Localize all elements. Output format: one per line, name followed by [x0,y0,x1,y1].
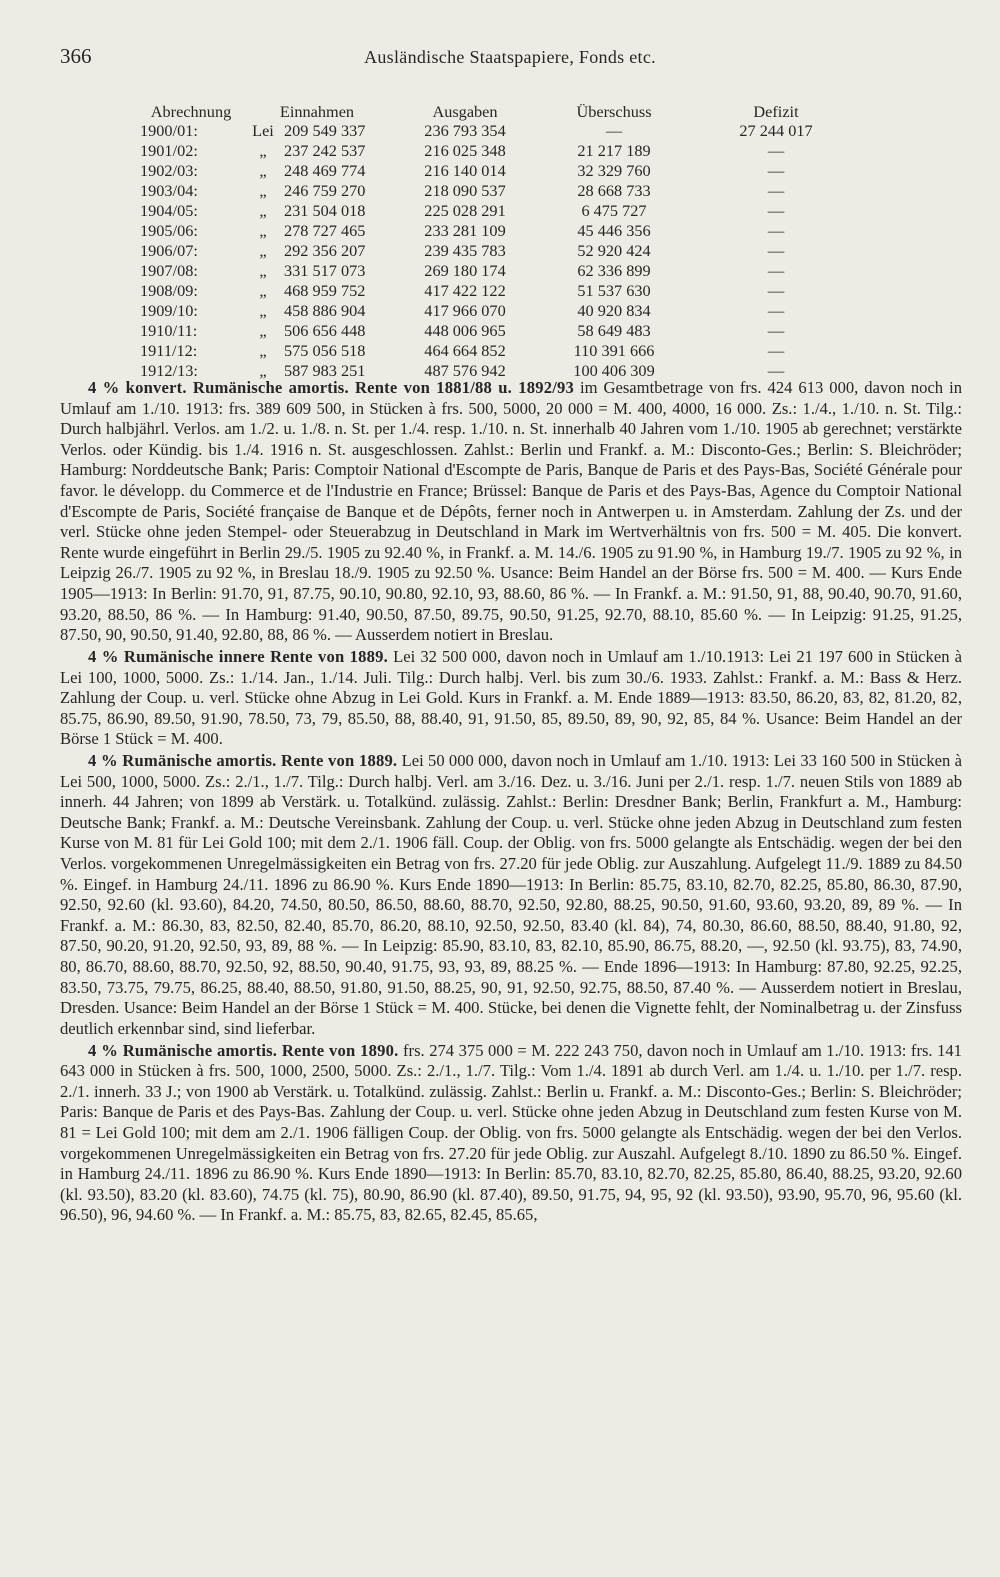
income-cell [242,141,392,161]
surplus-cell: 100 406 309 [573,361,655,380]
deficit-cell: — [767,261,785,280]
income-cell [242,201,392,221]
currency-prefix: „ [259,161,267,180]
income-value: 506 656 448 [284,321,366,340]
table-row [140,181,862,201]
surplus-cell: — [605,121,623,140]
expenses-cell: 218 090 537 [424,181,506,200]
table-row [140,221,862,241]
expenses-cell: 225 028 291 [424,201,506,220]
table-row [140,341,862,361]
paragraph [60,1041,962,1226]
paragraph-text: Lei 50 000 000, davon noch in Umlauf am 1./10. 1913: Lei 33 160 500 in Stücken à Lei 500, 1000, 5000. Zs.: 2./1., 1./7. Tilg.: Durch halbj. Verl. am 3./16. Dez. u. 3./16. Juni per 2./1. resp. 1./7. neuen Stils von 1889 ab innerh. 44 Jahren; von 1899 ab Verstärk. u. Totalkünd. zulässig. Zahlst.: Berlin: Dresdner Bank; Berlin, Frankfurt a. M., Hamburg: Deutsche Bank; Frankf. a. M.: Deutsche Vereinsbank. Zahlung der Coup. u. verl. Stücke ohne jeden Abzug in Deutschland zum festen Kurse von M. 81 für Lei Gold 100; mit dem 2./1. 1906 fäll. Coup. der Oblig. von frs. 5000 gelangte als Entschädig. wegen der bei den Verlos. vorgekommenen Unregelmässigkeiten ein Betrag von frs. 27.20 für jede Oblig. zur Auszahlung. Aufgelegt 11./9. 1889 zu 84.50 %. Eingef. in Hamburg 24./11. 1896 zu 86.90 %. Kurs Ende 1890—1913: In Berlin: 85.75, 83.10, 82.70, 82.25, 85.80, 86.30, 87.90, 92.50, 92.60 (kl. 93.60), 84.20, 74.50, 80.50, 86.50, 88.60, 88.70, 92.50, 92.80, 88.25, 90.50, 91.60, 93.60, 93.20, 89, 89 %. — In Frankf. a. M.: 86.30, 83, 82.50, 82.40, 85.70, 86.20, 88.10, 92.50, 92.50, 83.40 (kl. 84), 74, 80.30, 86.60, 88.50, 88.40, 91.80, 92, 87.50, 90.20, 91.20, 92.50, 93, 89, 88 %. — In Leipzig: 85.90, 83.10, 83, 82.10, 85.90, 86.75, 88.20, —, 92.50 (kl. 93.75), 83, 74.90, 80, 86.70, 88.60, 88.70, 92.50, 92, 88.50, 90.40, 91.75, 93, 93, 89, 88.25 %. — Ende 1896—1913: In Hamburg: 87.80, 92.25, 92.25, 83.50, 73.75, 79.75, 86.25, 88.40, 88.50, 91.80, 91.50, 88.25, 90, 91, 92.50, 92.75, 88.50, 87.40 %. — Ausserdem notiert in Breslau, Dresden. Usance: Beim Handel an der Börse 1 Stück = M. 400. Stücke, bei denen die Vignette fehlt, der Nominalbetrag u. der Zinsfuss deutlich erkennbar sind, sind lieferbar. [60,751,962,1038]
income-value: 209 549 337 [284,121,366,140]
page-number: 366 [60,44,92,68]
deficit-cell: — [767,321,785,340]
income-value: 458 886 904 [284,301,366,320]
year-cell: 1904/05: [140,201,198,220]
income-value: 587 983 251 [284,361,366,380]
income-value: 248 469 774 [284,161,366,180]
surplus-cell: 110 391 666 [573,341,655,360]
year-cell: 1901/02: [140,141,198,160]
paragraph [60,378,962,646]
paragraph-text: Lei 32 500 000, davon noch in Umlauf am 1./10.1913: Lei 21 197 600 in Stücken à Lei 100, 1000, 5000. Zs.: 1./14. Jan., 1./14. Juli. Tilg.: Durch halbj. Verl. bis zum 30./6. 1933. Zahlst.: Frankf. a. M.: Bass & Herz. Zahlung der Coup. u. verl. Stücke ohne Abzug in Lei Gold. Kurs in Frankf. a. M. Ende 1889—1913: 83.50, 86.20, 83, 82, 81.20, 82, 85.75, 86.90, 89.50, 91.90, 78.50, 73, 79, 85.50, 88, 88.40, 91, 91.50, 85, 89.50, 89, 90, 92, 85, 84 %. Usance: Beim Handel an der Börse 1 Stück = M. 400. [60,646,962,749]
surplus-cell: 28 668 733 [577,181,651,200]
year-cell: 1909/10: [140,301,198,320]
income-value: 231 504 018 [284,201,366,220]
year-cell: 1911/12: [140,341,198,360]
year-cell: 1903/04: [140,181,198,200]
col-header: Überschuss [576,102,652,121]
deficit-cell: — [767,141,785,160]
paragraph [60,647,962,750]
paragraph-heading: 4 % Rumänische amortis. Rente von 1889. [88,751,398,771]
surplus-cell: 45 446 356 [577,221,651,240]
income-value: 237 242 537 [284,141,366,160]
table-row [140,301,862,321]
income-cell [242,181,392,201]
currency-prefix: „ [259,201,267,220]
surplus-cell: 58 649 483 [577,321,651,340]
year-cell: 1902/03: [140,161,198,180]
income-cell [242,241,392,261]
deficit-cell: — [767,281,785,300]
income-cell [242,161,392,181]
income-cell [242,341,392,361]
table-row [140,201,862,221]
expenses-cell: 448 006 965 [424,321,506,340]
body-text [60,378,962,1227]
income-cell [242,121,392,141]
currency-prefix: „ [259,221,267,240]
table-row [140,141,862,161]
paragraph-heading: 4 % Rumänische amortis. Rente von 1890. [88,1040,399,1060]
income-value: 292 356 207 [284,241,366,260]
year-cell: 1906/07: [140,241,198,260]
deficit-cell: — [767,301,785,320]
deficit-cell: — [767,361,785,380]
income-value: 246 759 270 [284,181,366,200]
surplus-cell: 51 537 630 [577,281,651,300]
income-cell [242,281,392,301]
currency-prefix: „ [259,301,267,320]
income-cell [242,221,392,241]
deficit-cell: — [767,221,785,240]
year-cell: 1907/08: [140,261,198,280]
year-cell: 1900/01: [140,121,198,140]
col-header: Einnahmen [279,102,355,121]
table-row [140,281,862,301]
expenses-cell: 269 180 174 [424,261,506,280]
paragraph-heading: 4 % konvert. Rumänische amortis. Rente von 1881/88 u. 1892/93 [88,378,574,397]
currency-prefix: „ [259,241,267,260]
paragraph-heading: 4 % Rumänische innere Rente von 1889. [88,646,389,666]
col-header: Ausgaben [432,102,498,121]
income-cell [242,301,392,321]
deficit-cell: — [767,161,785,180]
year-cell: 1908/09: [140,281,198,300]
table-row [140,241,862,261]
income-value: 278 727 465 [284,221,366,240]
currency-prefix: Lei [252,121,274,140]
currency-prefix: „ [259,261,267,280]
table-row [140,121,862,141]
expenses-cell: 417 966 070 [424,301,506,320]
deficit-cell: — [767,181,785,200]
currency-prefix: „ [259,281,267,300]
expenses-cell: 464 664 852 [424,341,506,360]
currency-prefix: „ [259,361,267,380]
expenses-cell: 216 140 014 [424,161,506,180]
surplus-cell: 21 217 189 [577,141,651,160]
table-row [140,161,862,181]
paragraph-text: frs. 274 375 000 = M. 222 243 750, davon noch in Umlauf am 1./10. 1913: frs. 141 643 000 in Stücken à frs. 500, 1000, 2500, 5000. Zs.: 2./1., 1./7. Tilg.: Vom 1./4. 1891 ab durch Verl. am 1./4. u. 1./10. per 1./7. resp. 2./1. innerh. 33 J.; von 1900 ab Verstärk. u. Totalkünd. zulässig. Zahlst.: Berlin u. Frankf. a. M.: Disconto-Ges.; Berlin: S. Bleichröder; Paris: Banque de Paris et des Pays-Bas. Zahlung der Coup. u. verl. Stücke ohne jeden Abzug in Deutschland zum festen Kurse von M. 81 = Lei Gold 100; mit dem am 2./1. 1906 fälligen Coup. der Oblig. von frs. 5000 gelangte als Entschädig. wegen der bei den Verlos. vorgekommenen Unregelmässigkeiten ein Betrag von frs. 27.20 für jede Oblig. zur Auszahl. Aufgelegt 8./10. 1890 zu 86.50 %. Eingef. in Hamburg 24./11. 1896 zu 86.90 %. Kurs Ende 1890—1913: In Berlin: 85.70, 83.10, 82.70, 82.25, 85.80, 86.40, 88.25, 93.20, 92.60 (kl. 93.50), 83.20 (kl. 83.60), 74.75 (kl. 75), 80.90, 86.90 (kl. 87.40), 89.50, 91.75, 94, 95, 92 (kl. 93.50), 93.90, 95.70, 96, 95.60 (kl. 96.50), 96, 94.60 %. — In Frankf. a. M.: 85.75, 83, 82.65, 82.45, 85.65, [60,1040,962,1225]
paragraph-text: im Gesamtbetrage von frs. 424 613 000, davon noch in Umlauf am 1./10. 1913: frs. 389 609 500, in Stücken à frs. 500, 5000, 20 000 = M. 400, 4000, 16 000. Zs.: 1./4., 1./10. n. St. Tilg.: Durch halbjährl. Verlos. am 1./2. u. 1./8. n. St. per 1./4. resp. 1./10. n. St. innerhalb 40 Jahren vom 1./10. 1905 ab gerechnet; verstärkte Verlos. oder Kündig. bis 1./4. 1916 n. St. ausgeschlossen. Zahlst.: Berlin und Frankf. a. M.: Disconto-Ges.; Berlin: S. Bleichröder; Hamburg: Norddeutsche Bank; Paris: Comptoir National d'Escompte de Paris, Banque de Paris et des Pays-Bas, Société Générale pour favor. le développ. du Commerce et de l'Industrie en France; Brüssel: Banque de Paris et des Pays-Bas, Agence du Comptoir National d'Escompte de Paris, Société française de Banque et de Dépôts, ferner noch in Antwerpen u. in Amsterdam. Zahlung der Zs. und der verl. Stücke ohne jeden Stempel- oder Steuerabzug in Deutschland in Mark im Wertverhältnis von frs. 500 = M. 405. Die konvert. Rente wurde eingeführt in Berlin 29./5. 1905 zu 92.40 %, in Frankf. a. M. 14./6. 1905 zu 91.90 %, in Hamburg 19./7. 1905 zu 92 %, in Leipzig 26./7. 1905 zu 92 %, in Breslau 18./9. 1905 zu 92.50 %. Usance: Beim Handel an der Börse frs. 500 = M. 400. — Kurs Ende 1905—1913: In Berlin: 91.70, 91, 87.75, 90.10, 90.80, 92.10, 93, 88.60, 86 %. — In Frankf. a. M.: 91.50, 91, 88, 90.40, 90.70, 91.60, 93.20, 88.50, 86 %. — In Hamburg: 91.40, 90.50, 87.50, 89.75, 90.50, 91.25, 92.70, 88.10, 85.60 %. — In Leipzig: 91.25, 91.25, 87.50, 90, 90.50, 91.40, 92.80, 88, 86 %. — Ausserdem notiert in Breslau. [60,378,963,645]
surplus-cell: 52 920 424 [577,241,651,260]
surplus-cell: 32 329 760 [577,161,651,180]
table-row [140,261,862,281]
finance-table [140,103,862,381]
page-header [60,44,960,76]
expenses-cell: 233 281 109 [424,221,506,240]
expenses-cell: 487 576 942 [424,361,506,380]
table-row [140,321,862,341]
table-header-row [140,103,862,121]
running-title: Ausländische Staatspapiere, Fonds etc. [364,47,656,67]
deficit-cell: 27 244 017 [739,121,813,140]
year-cell: 1905/06: [140,221,198,240]
currency-prefix: „ [259,141,267,160]
surplus-cell: 40 920 834 [577,301,651,320]
col-header: Defizit [753,102,799,121]
col-header: Abrechnung [150,102,232,121]
surplus-cell: 6 475 727 [581,201,647,220]
year-cell: 1912/13: [140,361,198,380]
expenses-cell: 417 422 122 [424,281,506,300]
currency-prefix: „ [259,321,267,340]
currency-prefix: „ [259,341,267,360]
currency-prefix: „ [259,181,267,200]
income-value: 575 056 518 [284,341,366,360]
expenses-cell: 239 435 783 [424,241,506,260]
income-value: 331 517 073 [284,261,366,280]
surplus-cell: 62 336 899 [577,261,651,280]
paragraph [60,751,962,1039]
deficit-cell: — [767,241,785,260]
income-cell [242,321,392,341]
expenses-cell: 236 793 354 [424,121,506,140]
income-cell [242,261,392,281]
expenses-cell: 216 025 348 [424,141,506,160]
income-value: 468 959 752 [284,281,366,300]
finance-table-body [140,121,862,381]
deficit-cell: — [767,341,785,360]
deficit-cell: — [767,201,785,220]
year-cell: 1910/11: [140,321,198,340]
